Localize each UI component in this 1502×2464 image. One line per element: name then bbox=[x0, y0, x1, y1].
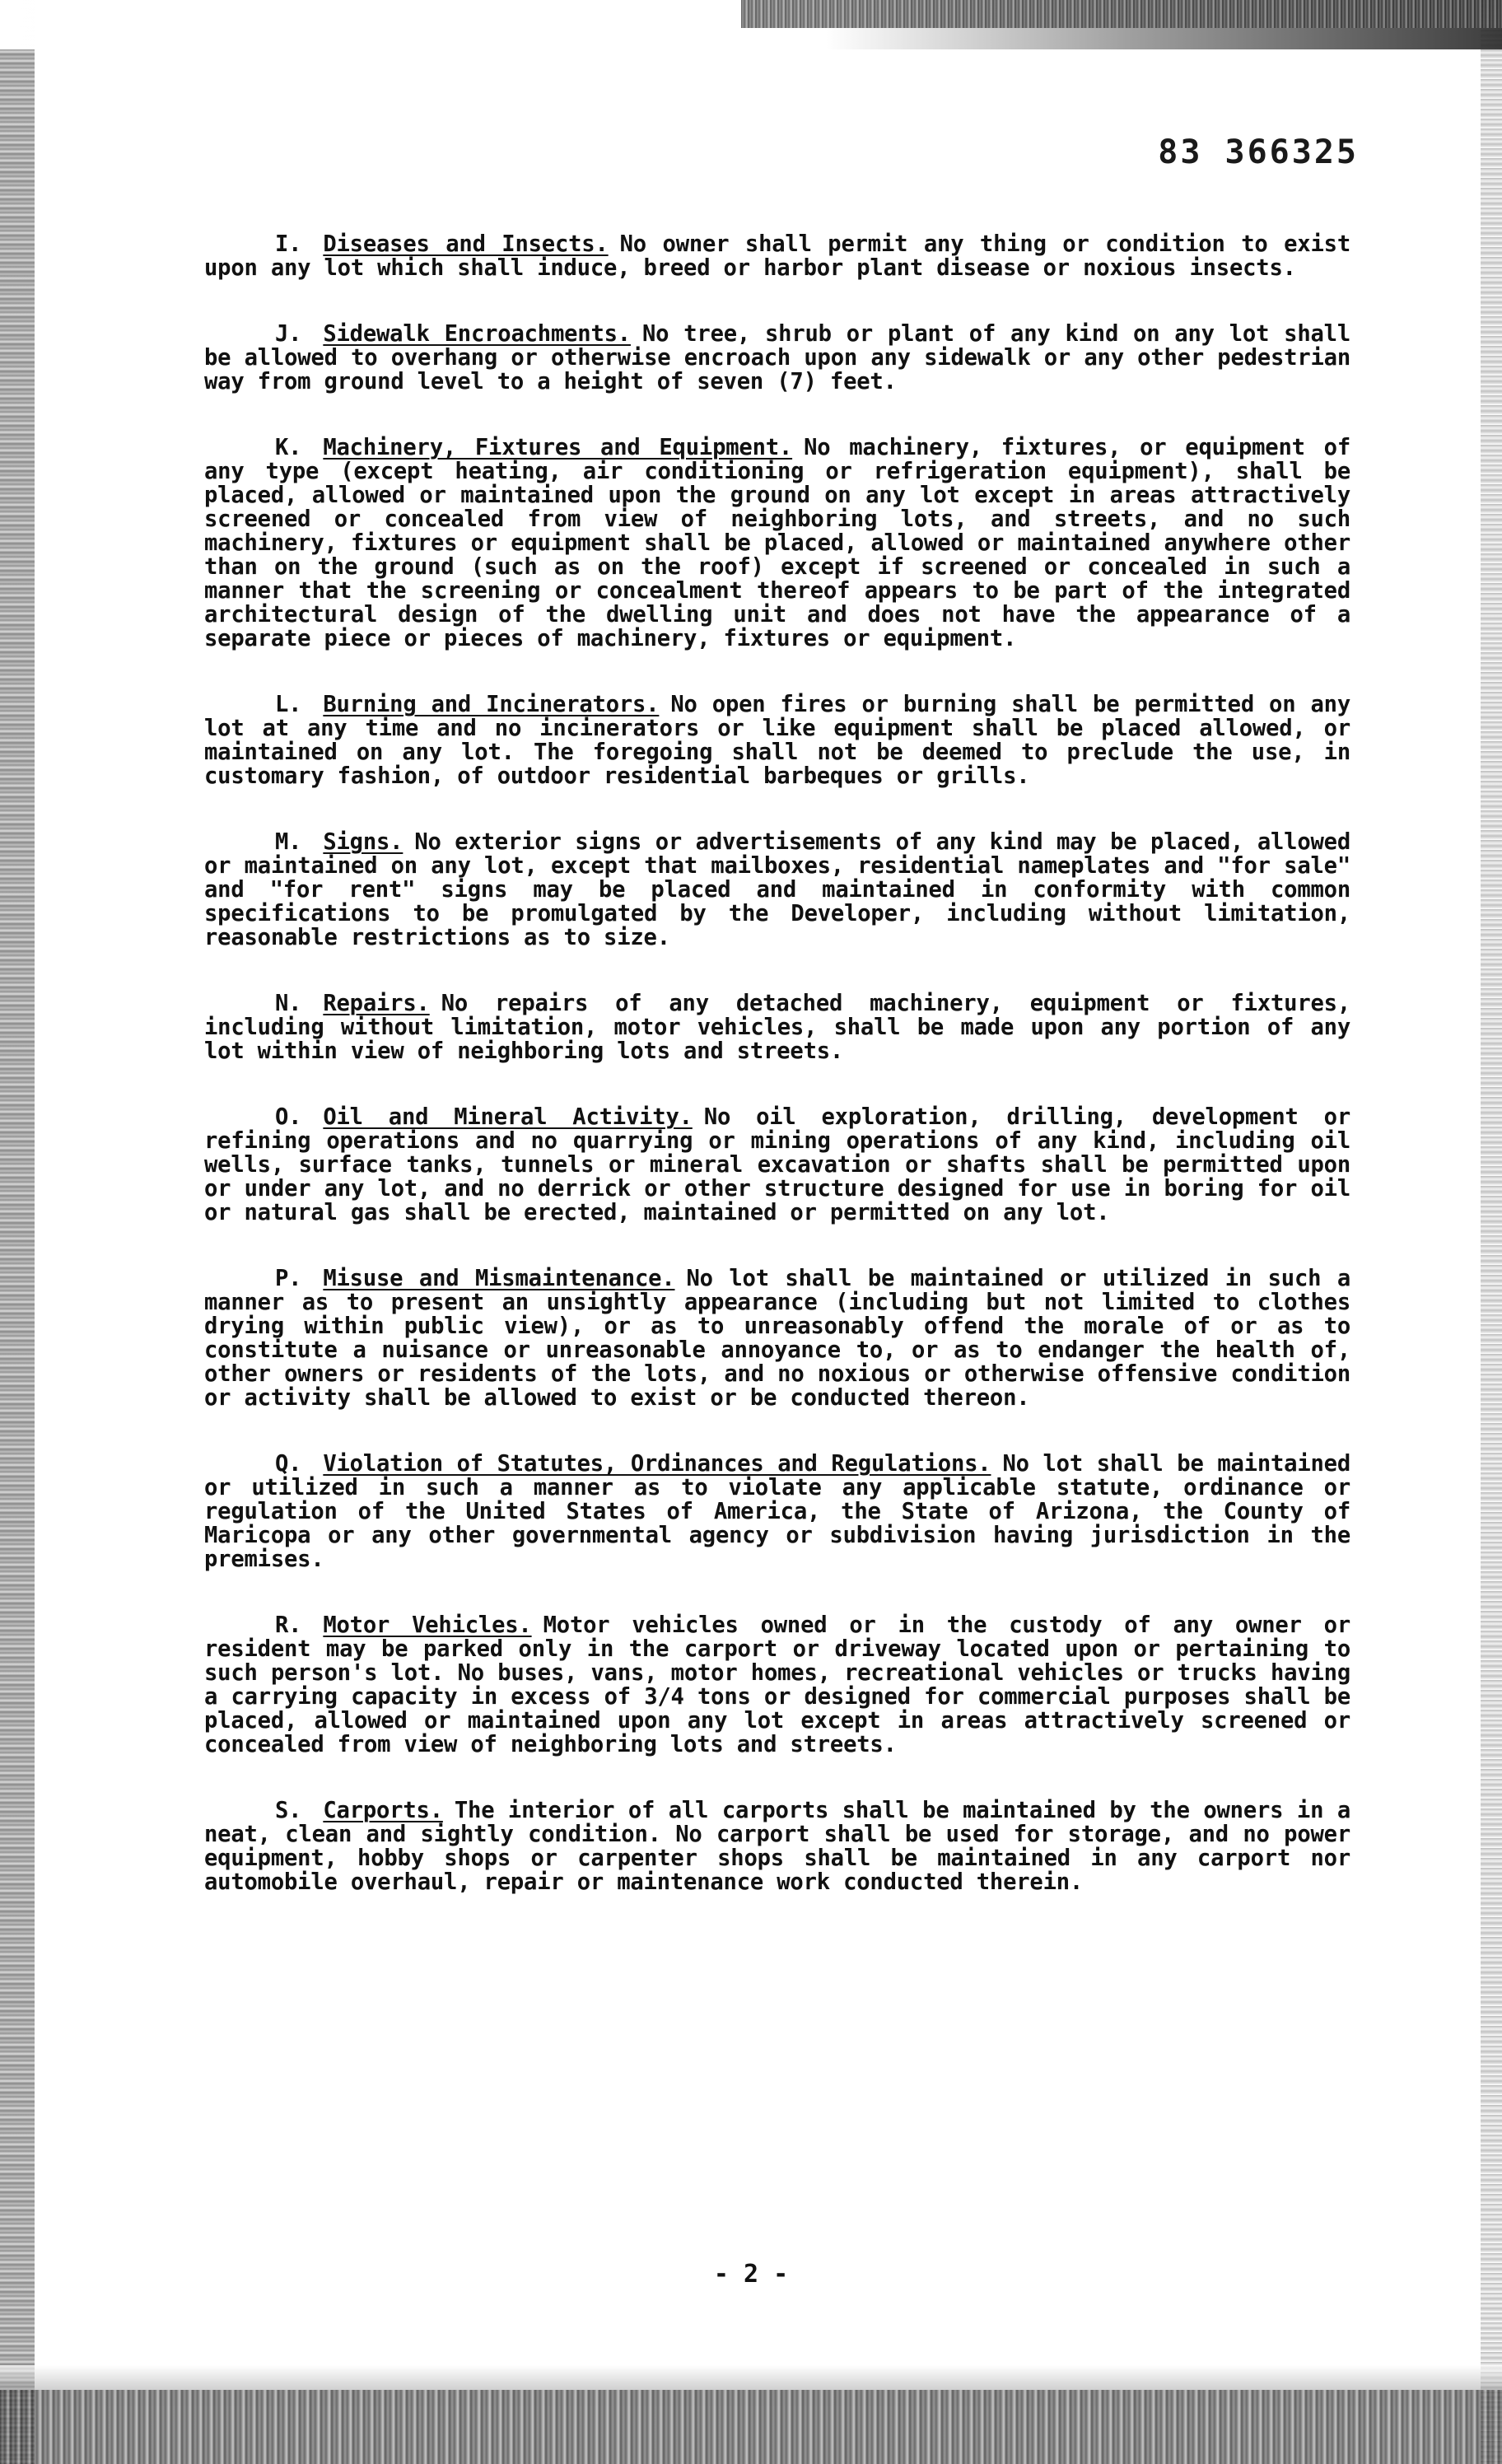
section-letter: R. bbox=[275, 1612, 302, 1638]
section-letter: M. bbox=[275, 829, 302, 855]
section-s bbox=[204, 1799, 1350, 1894]
section-letter: L. bbox=[275, 692, 302, 717]
section-title: Oil and Mineral Activity. bbox=[323, 1104, 693, 1130]
section-title: Machinery, Fixtures and Equipment. bbox=[323, 435, 793, 460]
section-j bbox=[204, 322, 1350, 394]
document-number: 83 366325 bbox=[1158, 133, 1359, 171]
section-body: No lot shall be maintained or utilized in such a manner as to violate any applicable statute, ordinance or regulation of the United States of America, the State of Arizona, the County of Maricopa or any other governmental agency or subdivision having jurisdiction in the premises. bbox=[204, 1451, 1351, 1572]
section-body: No lot shall be maintained or utilized in such a manner as to present an unsightly appearance (including but not limited to clothes drying within public view), or as to unreasonably offend the morale of or as to constitute a nuisance or unreasonable annoyance to, or as to endanger the health of, other owners or residents of the lots, and no noxious or otherwise offensive condition or activity shall be allowed to exist or be conducted thereon. bbox=[204, 1266, 1350, 1411]
scan-edge-left bbox=[0, 0, 35, 2464]
section-body: No machinery, fixtures, or equipment of any type (except heating, air conditioning or refrigeration equipment), shall be placed, allowed or maintained upon the ground on any lot except in areas attractively screened or concealed from view of neighboring lots, and streets, and no such machinery, fixtures or equipment shall be placed, allowed or maintained anywhere other than on the ground (such as on the roof) except if screened or concealed in such a manner that the screening or concealment thereof appears to be part of the integrated architectural design of the dwelling unit and does not have the appearance of a separate piece or pieces of machinery, fixtures or equipment. bbox=[204, 435, 1350, 651]
section-letter: I. bbox=[275, 231, 302, 257]
scan-edge-bottom bbox=[0, 2390, 1502, 2464]
section-body: The interior of all carports shall be maintained by the owners in a neat, clean and sightly condition. No carport shall be used for storage, and no power equipment, hobby shops or carpenter shops shall be maintained in any carport nor automobile overhaul, repair or maintenance work conducted therein. bbox=[204, 1798, 1350, 1895]
section-title: Signs. bbox=[323, 829, 403, 855]
scan-edge-right bbox=[1481, 0, 1502, 2464]
section-letter: K. bbox=[275, 435, 302, 460]
section-title: Misuse and Mismaintenance. bbox=[323, 1266, 675, 1291]
section-n bbox=[204, 992, 1350, 1063]
section-p bbox=[204, 1267, 1350, 1410]
section-body: No exterior signs or advertisements of any kind may be placed, allowed or maintained on any lot, except that mailboxes, residential nameplates and "for sale" and "for rent" signs may be placed and maintained in conformity with common specifications to be promulgated by the Developer, including without limitation, reasonable restrictions as to size. bbox=[204, 829, 1350, 950]
section-letter: N. bbox=[275, 991, 302, 1016]
section-title: Violation of Statutes, Ordinances and Regulations. bbox=[323, 1451, 991, 1477]
section-letter: O. bbox=[275, 1104, 302, 1130]
section-title: Burning and Incinerators. bbox=[323, 692, 660, 717]
section-title: Sidewalk Encroachments. bbox=[323, 321, 631, 347]
section-o bbox=[204, 1105, 1350, 1225]
section-body: Motor vehicles owned or in the custody of any owner or resident may be parked only in the carport or driveway located upon or pertaining to such person's lot. No buses, vans, motor homes, recreational vehicles or trucks having a carrying capacity in excess of 3/4 tons or designed for commercial purposes shall be placed, allowed or maintained upon any lot except in areas attractively screened or concealed from view of neighboring lots and streets. bbox=[204, 1612, 1350, 1757]
section-i bbox=[204, 232, 1350, 280]
section-letter: Q. bbox=[275, 1451, 302, 1477]
section-body: No tree, shrub or plant of any kind on any lot shall be allowed to overhang or otherwise encroach upon any sidewalk or any other pedestrian way from ground level to a height of seven (7) feet. bbox=[204, 321, 1350, 394]
section-q bbox=[204, 1452, 1350, 1571]
section-body: No owner shall permit any thing or condition to exist upon any lot which shall induce, breed or harbor plant disease or noxious insects. bbox=[204, 231, 1350, 281]
document-body bbox=[204, 232, 1350, 1936]
section-title: Diseases and Insects. bbox=[323, 231, 609, 257]
section-body: No repairs of any detached machinery, equipment or fixtures, including without limitation, motor vehicles, shall be made upon any portion of any lot within view of neighboring lots and streets. bbox=[204, 991, 1350, 1064]
scan-edge-top bbox=[0, 0, 1502, 49]
section-title: Carports. bbox=[323, 1798, 443, 1823]
section-r bbox=[204, 1613, 1350, 1757]
section-m bbox=[204, 830, 1350, 950]
section-l bbox=[204, 693, 1350, 788]
page-number: - 2 - bbox=[713, 2260, 789, 2289]
section-letter: J. bbox=[275, 321, 302, 347]
section-k bbox=[204, 436, 1350, 651]
section-title: Repairs. bbox=[323, 991, 430, 1016]
section-letter: S. bbox=[275, 1798, 302, 1823]
section-title: Motor Vehicles. bbox=[323, 1612, 532, 1638]
section-body: No oil exploration, drilling, development or refining operations and no quarrying or mining operations of any kind, including oil wells, surface tanks, tunnels or mineral excavation or shafts shall be permitted upon or under any lot, and no derrick or other structure designed for use in boring for oil or natural gas shall be erected, maintained or permitted on any lot. bbox=[204, 1104, 1350, 1225]
section-body: No open fires or burning shall be permitted on any lot at any time and no incinerators or like equipment shall be placed allowed, or maintained on any lot. The foregoing shall not be deemed to preclude the use, in customary fashion, of outdoor residential barbeques or grills. bbox=[204, 692, 1350, 789]
section-letter: P. bbox=[275, 1266, 302, 1291]
